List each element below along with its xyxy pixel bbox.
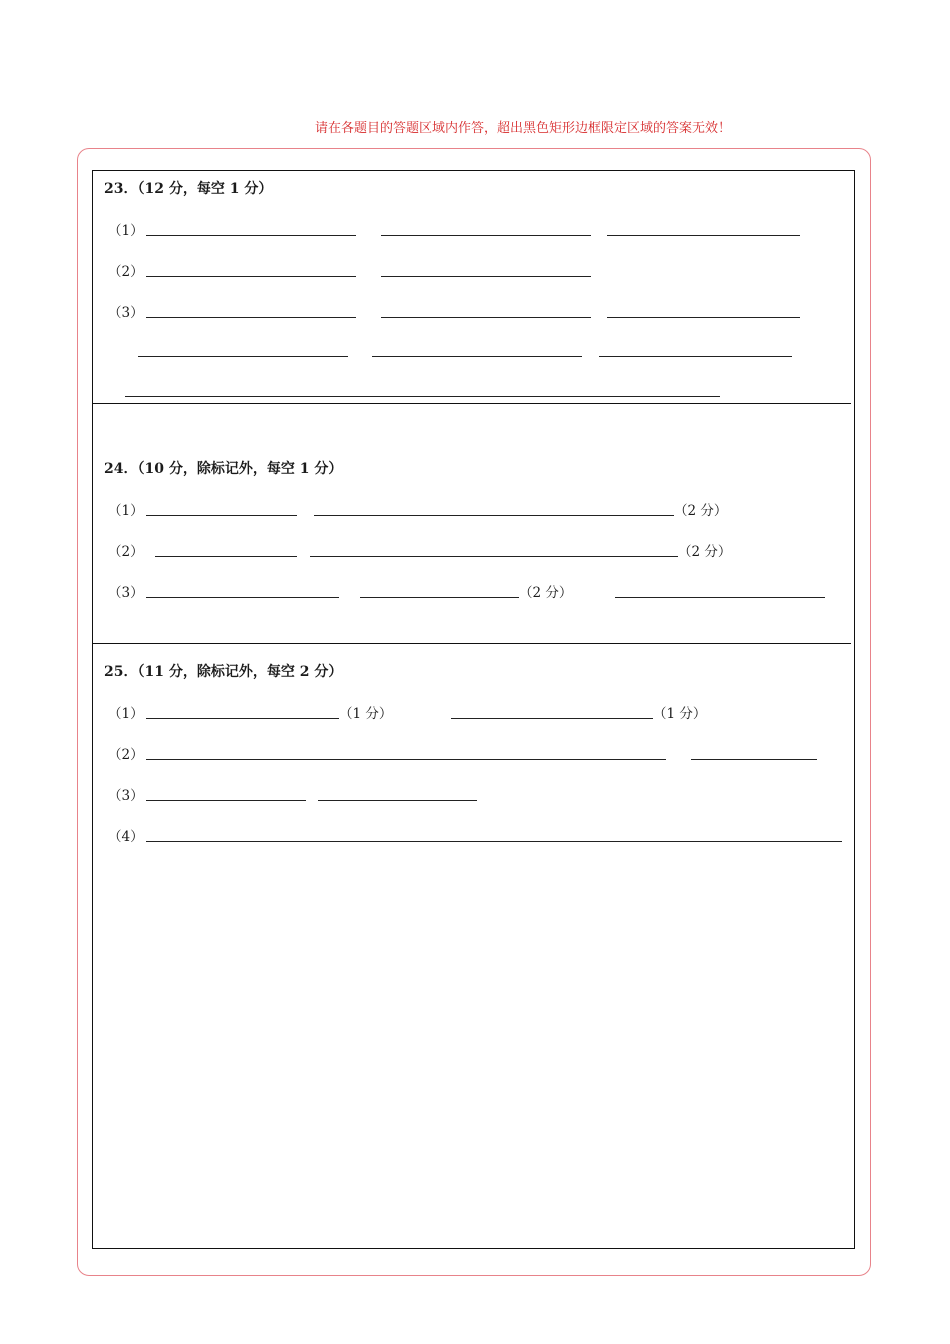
answer-blank[interactable] — [318, 800, 477, 801]
section-divider — [92, 643, 851, 644]
q25-part-3-label: （3） — [108, 788, 144, 804]
answer-blank[interactable] — [146, 276, 356, 277]
answer-blank[interactable] — [381, 235, 591, 236]
score-note: （1 分） — [339, 706, 393, 722]
answer-blank[interactable] — [607, 235, 800, 236]
answer-blank[interactable] — [146, 841, 842, 842]
answer-blank[interactable] — [381, 317, 591, 318]
score-note: （2 分） — [674, 503, 728, 519]
answer-blank[interactable] — [146, 759, 666, 760]
answer-blank[interactable] — [381, 276, 591, 277]
answer-blank[interactable] — [372, 356, 582, 357]
answer-blank[interactable] — [599, 356, 792, 357]
answer-blank[interactable] — [146, 800, 306, 801]
answer-blank[interactable] — [146, 515, 297, 516]
answer-blank[interactable] — [360, 597, 519, 598]
answer-blank[interactable] — [451, 718, 653, 719]
score-note: （1 分） — [653, 706, 707, 722]
answer-blank[interactable] — [691, 759, 817, 760]
answer-blank[interactable] — [146, 718, 339, 719]
answer-blank[interactable] — [155, 556, 297, 557]
answer-blank[interactable] — [138, 356, 348, 357]
q25-part-4-label: （4） — [108, 829, 144, 845]
answer-blank[interactable] — [146, 597, 339, 598]
q23-part-1-label: （1） — [108, 223, 144, 239]
q24-part-2-label: （2） — [108, 544, 144, 560]
q25-part-2-label: （2） — [108, 747, 144, 763]
answer-region-frame — [92, 170, 855, 1249]
q25-title: 25．（11 分，除标记外，每空 2 分） — [104, 664, 343, 680]
q24-part-1-label: （1） — [108, 503, 144, 519]
q23-title: 23．（12 分，每空 1 分） — [104, 181, 273, 197]
answer-blank[interactable] — [314, 515, 674, 516]
answer-blank[interactable] — [310, 556, 678, 557]
answer-area-notice: 请在各题目的答题区域内作答，超出黑色矩形边框限定区域的答案无效！ — [314, 121, 731, 136]
answer-blank[interactable] — [125, 396, 720, 397]
section-divider — [92, 403, 851, 404]
q25-part-1-label: （1） — [108, 706, 144, 722]
score-note: （2 分） — [519, 585, 573, 601]
q24-title: 24．（10 分，除标记外，每空 1 分） — [104, 461, 343, 477]
answer-blank[interactable] — [607, 317, 800, 318]
q23-part-3-label: （3） — [108, 305, 144, 321]
q24-part-3-label: （3） — [108, 585, 144, 601]
answer-blank[interactable] — [146, 317, 356, 318]
answer-blank[interactable] — [615, 597, 825, 598]
answer-blank[interactable] — [146, 235, 356, 236]
q23-part-2-label: （2） — [108, 264, 144, 280]
score-note: （2 分） — [678, 544, 732, 560]
